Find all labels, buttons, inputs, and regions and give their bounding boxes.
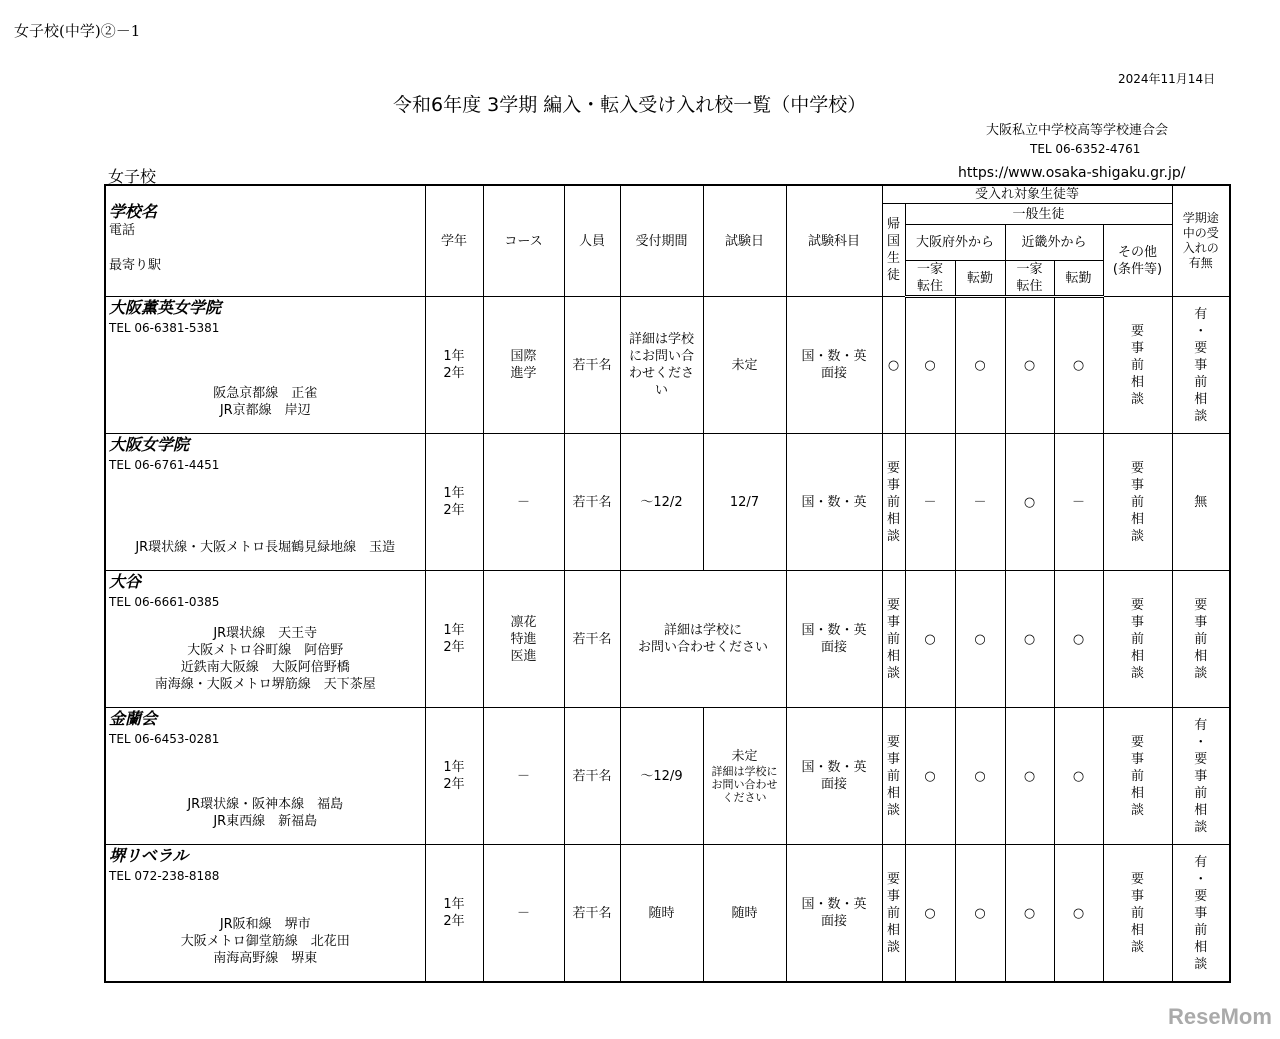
subjects-cell: 国・数・英 — [786, 434, 882, 571]
midterm-cell: 有 ・ 要 事 前 相 談 — [1172, 845, 1230, 983]
header-other: その他 (条件等) — [1103, 225, 1172, 297]
header-exam-date: 試験日 — [703, 185, 786, 297]
outside-kinki-family-cell: ○ — [1005, 434, 1054, 571]
outside-osaka-transfer-cell: ○ — [955, 297, 1005, 434]
document-date: 2024年11月14日 — [1118, 72, 1216, 86]
outside-kinki-transfer-cell: － — [1054, 434, 1103, 571]
outside-osaka-transfer-cell: － — [955, 434, 1005, 571]
school-stations: JR環状線 天王寺 大阪メトロ谷町線 阿倍野 近鉄南大阪線 大阪阿倍野橋 南海線・大阪メトロ堺筋線 天下茶屋 — [154, 626, 376, 692]
outside-kinki-transfer-cell: ○ — [1054, 571, 1103, 708]
school-name: 大阪女学院 — [109, 435, 190, 454]
header-transfer: 転勤 — [1054, 261, 1103, 297]
count-cell: 若干名 — [564, 845, 620, 983]
grade-cell: 1年 2年 — [425, 571, 483, 708]
exam-date-cell — [703, 708, 786, 845]
table-row — [105, 845, 1230, 983]
school-name: 金蘭会 — [109, 709, 158, 728]
school-cell — [105, 571, 425, 708]
subjects-cell: 国・数・英 面接 — [786, 571, 882, 708]
count-cell: 若干名 — [564, 571, 620, 708]
outside-kinki-family-cell: ○ — [1005, 708, 1054, 845]
document-title: 令和6年度 3学期 編入・転入受け入れ校一覧（中学校） — [393, 94, 867, 116]
midterm-cell: 無 — [1172, 434, 1230, 571]
course-cell: 凛花 特進 医進 — [483, 571, 564, 708]
midterm-cell: 有 ・ 要 事 前 相 談 — [1172, 297, 1230, 434]
period-exam-merged-cell: 詳細は学校に お問い合わせください — [620, 571, 786, 708]
header-period: 受付期間 — [620, 185, 703, 297]
outside-kinki-transfer-cell: ○ — [1054, 845, 1103, 983]
returnee-cell: 要 事 前 相 談 — [882, 708, 905, 845]
outside-osaka-transfer-cell: ○ — [955, 708, 1005, 845]
period-cell: 詳細は学校 にお問い合 わせくださ い — [620, 297, 703, 434]
subjects-cell: 国・数・英 面接 — [786, 845, 882, 983]
header-grade: 学年 — [425, 185, 483, 297]
period-cell: ～12/9 — [620, 708, 703, 845]
school-cell — [105, 708, 425, 845]
school-stations: JR環状線・大阪メトロ長堀鶴見緑地線 玉造 — [135, 540, 396, 555]
header-returnee: 帰 国 生 徒 — [882, 204, 905, 297]
category-label: 女子校 — [108, 167, 157, 186]
organization-tel: TEL 06-6352-4761 — [1030, 142, 1141, 156]
header-subjects: 試験科目 — [786, 185, 882, 297]
school-cell — [105, 845, 425, 983]
exam-date: 未定 — [731, 749, 758, 764]
outside-osaka-transfer-cell: ○ — [955, 845, 1005, 983]
header-general: 一般生徒 — [905, 204, 1172, 225]
watermark-logo: ReseMom — [1168, 1004, 1272, 1029]
subjects-cell: 国・数・英 面接 — [786, 708, 882, 845]
outside-kinki-transfer-cell: ○ — [1054, 708, 1103, 845]
header-transfer: 転勤 — [955, 261, 1005, 297]
midterm-cell: 有 ・ 要 事 前 相 談 — [1172, 708, 1230, 845]
table-row — [105, 708, 1230, 845]
grade-cell: 1年 2年 — [425, 708, 483, 845]
school-name: 堺リベラル — [109, 846, 189, 865]
school-name: 大阪薫英女学院 — [109, 298, 222, 317]
school-tel: TEL 06-6761-4451 — [109, 458, 220, 472]
school-name: 大谷 — [109, 572, 142, 591]
other-cell: 要 事 前 相 談 — [1103, 434, 1172, 571]
outside-osaka-family-cell: ○ — [905, 845, 955, 983]
subjects-cell: 国・数・英 面接 — [786, 297, 882, 434]
count-cell: 若干名 — [564, 297, 620, 434]
exam-date-cell: 未定 — [703, 297, 786, 434]
outside-osaka-family-cell: － — [905, 434, 955, 571]
school-stations: JR阪和線 堺市 大阪メトロ御堂筋線 北花田 南海高野線 堺東 — [180, 917, 350, 966]
course-cell: 国際 進学 — [483, 297, 564, 434]
table-row — [105, 297, 1230, 434]
school-stations: 阪急京都線 正雀 JR京都線 岸辺 — [213, 386, 318, 418]
outside-kinki-family-cell: ○ — [1005, 297, 1054, 434]
course-cell: － — [483, 845, 564, 983]
school-cell — [105, 434, 425, 571]
exam-date-cell: 12/7 — [703, 434, 786, 571]
returnee-cell: 要 事 前 相 談 — [882, 845, 905, 983]
header-outside-osaka: 大阪府外から — [905, 225, 1005, 261]
outside-kinki-family-cell: ○ — [1005, 845, 1054, 983]
returnee-cell: 要 事 前 相 談 — [882, 571, 905, 708]
grade-cell: 1年 2年 — [425, 434, 483, 571]
school-stations: JR環状線・阪神本線 福島 JR東西線 新福島 — [187, 797, 344, 829]
school-table — [104, 184, 1231, 983]
header-family-move: 一家 転住 — [905, 261, 955, 297]
outside-osaka-family-cell: ○ — [905, 708, 955, 845]
header-outside-kinki: 近畿外から — [1005, 225, 1103, 261]
other-cell: 要 事 前 相 談 — [1103, 571, 1172, 708]
exam-date-cell: 随時 — [703, 845, 786, 983]
count-cell: 若干名 — [564, 708, 620, 845]
header-target: 受入れ対象生徒等 — [882, 185, 1172, 204]
school-tel: TEL 072-238-8188 — [109, 869, 220, 883]
page-corner-label: 女子校(中学)②－1 — [14, 22, 141, 40]
outside-kinki-family-cell: ○ — [1005, 571, 1054, 708]
other-cell: 要 事 前 相 談 — [1103, 708, 1172, 845]
outside-osaka-family-cell: ○ — [905, 297, 955, 434]
table-row — [105, 434, 1230, 571]
school-tel: TEL 06-6453-0281 — [109, 732, 220, 746]
returnee-cell: 要 事 前 相 談 — [882, 434, 905, 571]
other-cell: 要 事 前 相 談 — [1103, 297, 1172, 434]
grade-cell: 1年 2年 — [425, 297, 483, 434]
header-midterm: 学期途 中の受 入れの 有無 — [1172, 185, 1230, 297]
school-tel: TEL 06-6661-0385 — [109, 595, 220, 609]
period-cell: 随時 — [620, 845, 703, 983]
period-cell: ～12/2 — [620, 434, 703, 571]
table-row — [105, 571, 1230, 708]
header-school: 学校名 電話 最寄り駅 — [105, 185, 425, 297]
outside-osaka-transfer-cell: ○ — [955, 571, 1005, 708]
school-tel: TEL 06-6381-5381 — [109, 321, 220, 335]
returnee-cell: ○ — [882, 297, 905, 434]
count-cell: 若干名 — [564, 434, 620, 571]
outside-kinki-transfer-cell: ○ — [1054, 297, 1103, 434]
organization-url[interactable]: https://www.osaka-shigaku.gr.jp/ — [958, 165, 1186, 181]
school-cell — [105, 297, 425, 434]
course-cell: － — [483, 434, 564, 571]
header-family-move: 一家 転住 — [1005, 261, 1054, 297]
other-cell: 要 事 前 相 談 — [1103, 845, 1172, 983]
organization: 大阪私立中学校高等学校連合会 — [986, 123, 1169, 138]
grade-cell: 1年 2年 — [425, 845, 483, 983]
outside-osaka-family-cell: ○ — [905, 571, 955, 708]
exam-note: 詳細は学校に お問い合わせ ください — [711, 765, 778, 804]
header-count: 人員 — [564, 185, 620, 297]
midterm-cell: 要 事 前 相 談 — [1172, 571, 1230, 708]
header-course: コース — [483, 185, 564, 297]
course-cell: － — [483, 708, 564, 845]
